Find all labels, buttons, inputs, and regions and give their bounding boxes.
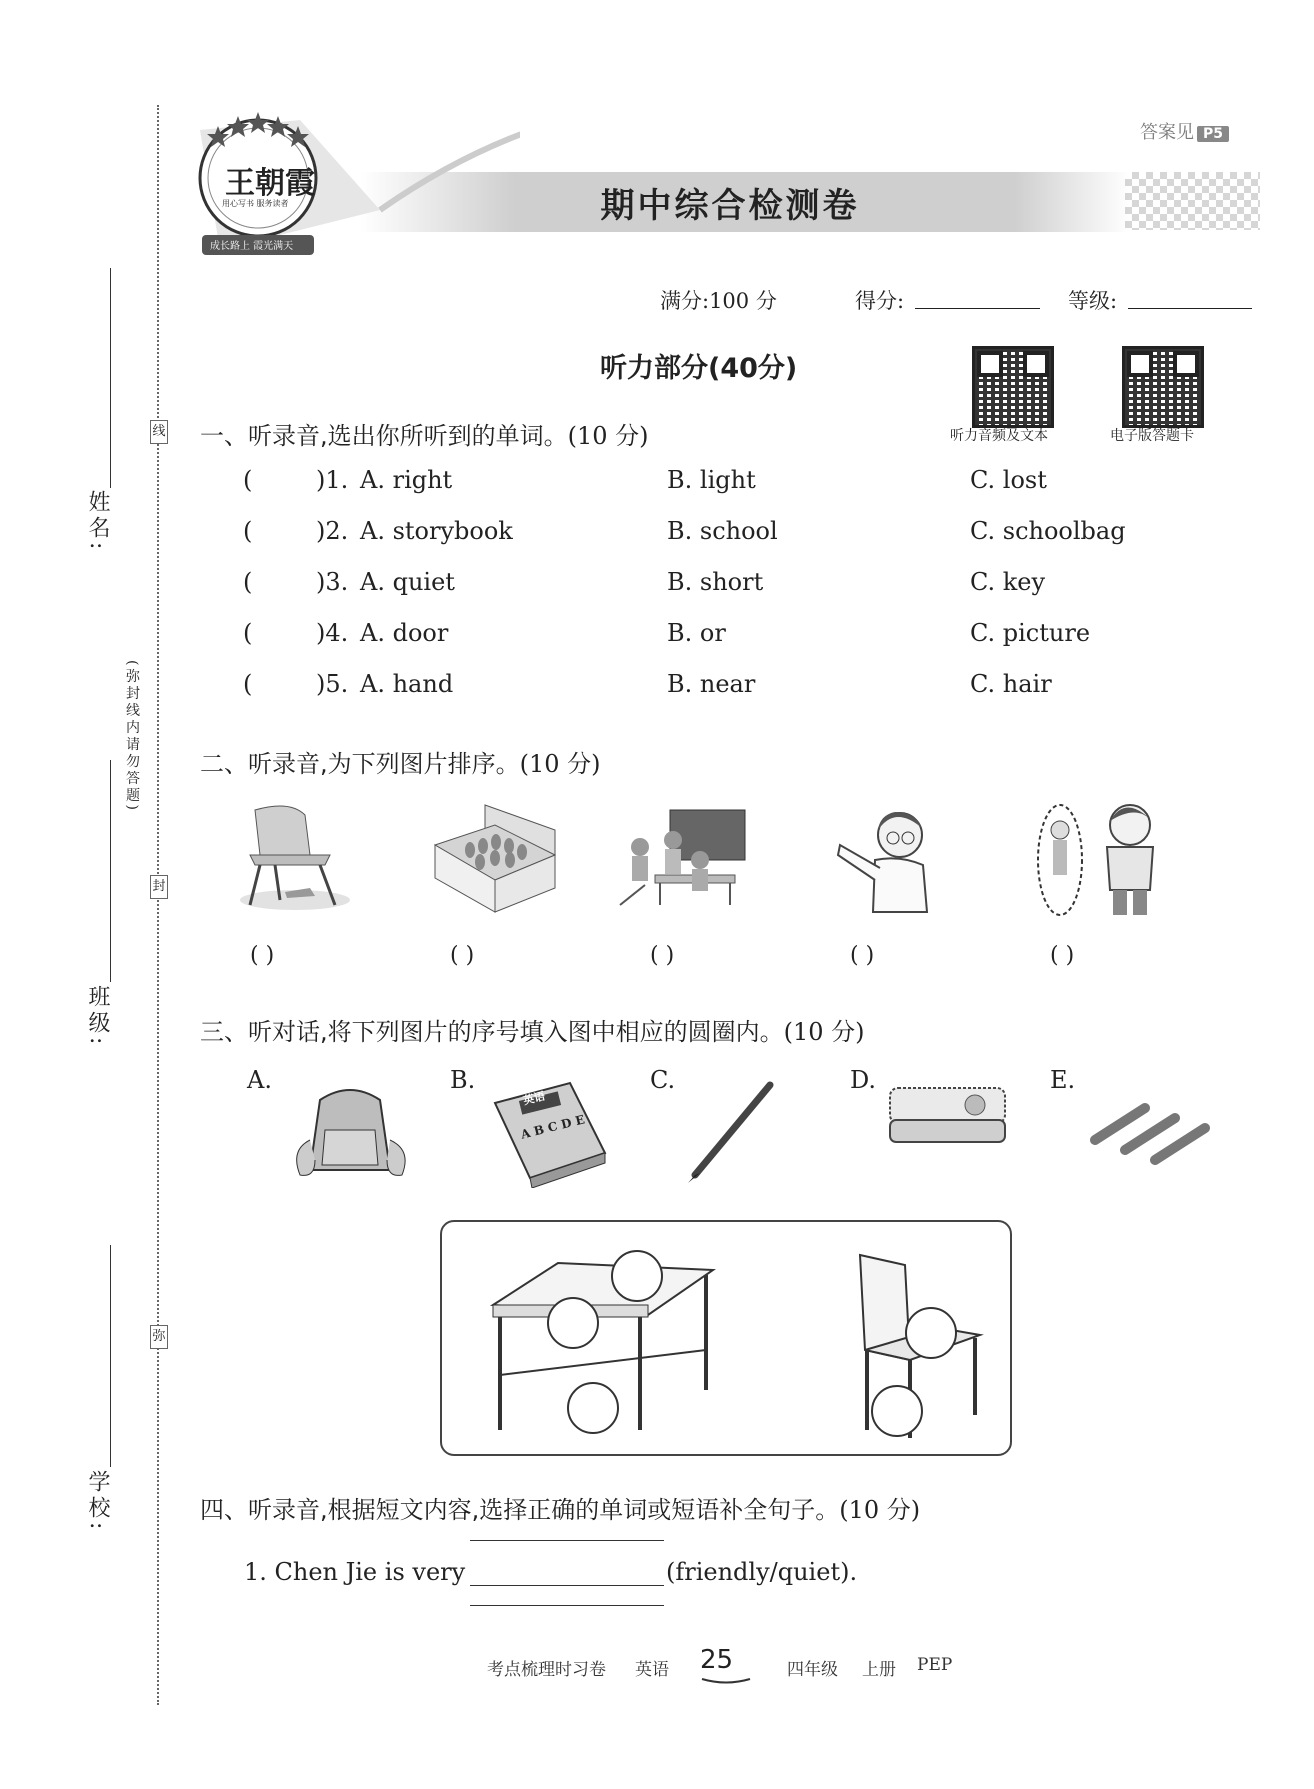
q4-answer-blank-1[interactable] — [470, 1585, 664, 1586]
logo-slogan1: 用心写书 服务读者 — [222, 199, 289, 208]
answer-paren-open[interactable]: ( — [243, 568, 253, 596]
answer-circle-under-table[interactable] — [567, 1382, 619, 1434]
answer-reference — [1140, 118, 1229, 144]
order-answer-blank[interactable]: ( ) — [850, 943, 875, 968]
answer-paren-open[interactable]: ( — [243, 517, 253, 545]
full-score: 满分:100 分 — [660, 289, 777, 313]
q2-title: 二、听录音,为下列图片排序。 — [200, 750, 520, 778]
binding-mark-line: 线 — [150, 420, 168, 444]
answer-paren-open[interactable]: ( — [243, 619, 253, 647]
footer-grade: 四年级 — [787, 1660, 838, 1680]
school-label: 学校: — [85, 1470, 110, 1534]
option-b: B. light — [667, 466, 756, 494]
answer-paren-open[interactable]: ( — [243, 466, 253, 494]
listening-section-title: 听力部分(40分) — [600, 353, 798, 384]
page-number: 25 — [700, 1645, 734, 1675]
logo-name: 王朝霞 — [225, 166, 315, 201]
guide-line-top — [470, 1540, 664, 1541]
item-label-c: C. — [650, 1066, 676, 1094]
binding-mark-close: 弥 — [150, 1325, 168, 1349]
item-label-a: A. — [247, 1066, 272, 1094]
option-b: B. short — [667, 568, 764, 596]
answer-ref-label: 答案见 — [1140, 122, 1194, 143]
option-a: A. right — [360, 466, 453, 494]
binding-mark-seal: 封 — [150, 875, 168, 899]
boy-pointing-image — [835, 800, 945, 915]
q4-points: (10 分) — [839, 1496, 921, 1524]
item-number: )1. — [316, 466, 349, 494]
class-field[interactable] — [110, 760, 111, 982]
crayons-image — [1080, 1078, 1230, 1168]
grade-field[interactable] — [1128, 285, 1252, 309]
crayon-box-image — [425, 800, 565, 915]
guide-line-bottom — [470, 1605, 664, 1606]
option-c: C. key — [970, 568, 1046, 596]
chair-shoes-image — [235, 800, 355, 915]
qr-code-audio[interactable] — [972, 346, 1054, 428]
score-field[interactable] — [915, 285, 1040, 309]
answer-ref-page: P5 — [1197, 126, 1229, 142]
backpack-image — [290, 1080, 415, 1180]
name-label: 姓名: — [85, 490, 110, 554]
footer-volume: 上册 — [862, 1660, 896, 1680]
checker-decoration — [1125, 172, 1260, 230]
school-field[interactable] — [110, 1245, 111, 1467]
book-letter: A — [519, 1125, 532, 1142]
q4-title: 四、听录音,根据短文内容,选择正确的单词或短语补全句子。 — [200, 1496, 840, 1524]
order-answer-blank[interactable]: ( ) — [1050, 943, 1075, 968]
page-number-underline — [700, 1676, 752, 1686]
q4-heading — [200, 1490, 920, 1525]
answer-circle-table-top[interactable] — [611, 1250, 663, 1302]
answer-circle-under-chair[interactable] — [871, 1385, 923, 1437]
item-number: )4. — [316, 619, 349, 647]
page-title: 期中综合检测卷 — [600, 186, 860, 226]
q2-points: (10 分) — [519, 750, 601, 778]
book-letter: D — [559, 1115, 574, 1132]
footer-edition: PEP — [917, 1655, 953, 1675]
option-c: C. lost — [970, 466, 1047, 494]
item-number: )2. — [316, 517, 349, 545]
option-a: A. door — [360, 619, 449, 647]
qr-code-answer-card[interactable] — [1122, 346, 1204, 428]
item-label-e: E. — [1050, 1066, 1076, 1094]
book-title: 英语 — [521, 1089, 547, 1108]
q1-title: 一、听录音,选出你所听到的单词。 — [200, 422, 568, 450]
answer-paren-open[interactable]: ( — [243, 670, 253, 698]
book-letter: C — [546, 1119, 559, 1135]
classroom-image — [615, 805, 750, 915]
logo-slogan2: 成长路上 霞光满天 — [210, 241, 294, 252]
option-a: A. hand — [360, 670, 454, 698]
class-label: 班级: — [85, 985, 110, 1049]
answer-circle-table-front[interactable] — [547, 1297, 599, 1349]
grade-label: 等级: — [1068, 289, 1118, 313]
option-c: C. picture — [970, 619, 1091, 647]
q3-title: 三、听对话,将下列图片的序号填入图中相应的圆圈内。 — [200, 1018, 784, 1046]
option-a: A. storybook — [360, 517, 513, 545]
name-field[interactable] — [110, 268, 111, 488]
item-number: )5. — [316, 670, 349, 698]
qr-caption-answer-card: 电子版答题卡 — [1110, 428, 1194, 444]
q2-heading — [200, 744, 601, 779]
option-b: B. school — [667, 517, 778, 545]
footer-subject: 英语 — [635, 1660, 669, 1680]
q4-sentence-1: 1. Chen Jie is very — [244, 1558, 466, 1586]
answer-circle-chair-seat[interactable] — [905, 1307, 957, 1359]
q4-options-1: (friendly/quiet). — [666, 1558, 858, 1586]
boy-mirror-image — [1035, 795, 1160, 920]
q3-points: (10 分) — [783, 1018, 865, 1046]
binding-note: (弥封线内请勿答题) — [124, 660, 140, 813]
pencil-box-image — [885, 1080, 1010, 1150]
book-letter: B — [532, 1122, 546, 1139]
item-label-b: B. — [450, 1066, 476, 1094]
q1-points: (10 分) — [567, 422, 649, 450]
option-a: A. quiet — [360, 568, 455, 596]
book-letter: E — [573, 1112, 587, 1129]
order-answer-blank[interactable]: ( ) — [650, 943, 675, 968]
q3-heading — [200, 1012, 865, 1047]
option-b: B. or — [667, 619, 726, 647]
footer-series: 考点梳理时习卷 — [487, 1660, 606, 1680]
item-label-d: D. — [850, 1066, 877, 1094]
qr-caption-audio: 听力音频及文本 — [950, 428, 1048, 444]
option-c: C. schoolbag — [970, 517, 1126, 545]
option-c: C. hair — [970, 670, 1052, 698]
binding-dotted-line — [157, 105, 159, 1705]
q1-heading — [200, 416, 649, 451]
pen-image — [680, 1075, 780, 1185]
option-b: B. near — [667, 670, 756, 698]
item-number: )3. — [316, 568, 349, 596]
order-answer-blank[interactable]: ( ) — [450, 943, 475, 968]
score-label: 得分: — [855, 289, 905, 313]
order-answer-blank[interactable]: ( ) — [250, 943, 275, 968]
